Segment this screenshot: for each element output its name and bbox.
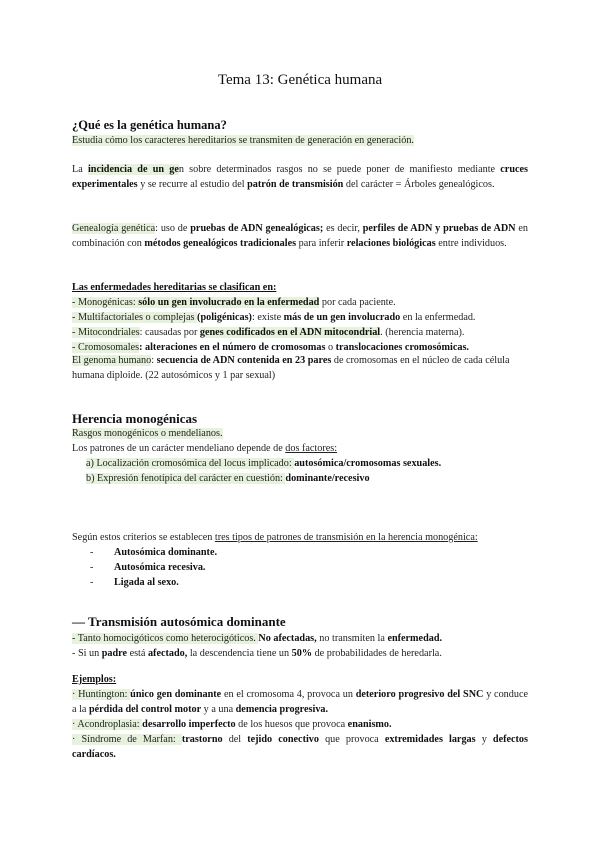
list-item: - Monogénicas: sólo un gen involucrado en la enfermedad por cada paciente. bbox=[72, 297, 396, 308]
section-heading: Herencia monogénicas bbox=[72, 411, 198, 426]
paragraph-genome: El genoma humano: secuencia de ADN contenida en 23 pares de cromosomas en el núcleo de cada célula humana diploide. (22 autosómicos y 1 par sexual) bbox=[72, 355, 510, 381]
paragraph: Rasgos monogénicos o mendelianos. bbox=[72, 428, 223, 439]
paragraph-genealogy: Genealogía genética: uso de pruebas de ADN genealógicas; es decir, perfiles de ADN y pruebas de ADN en combinación con métodos genealógicos tradicionales para inferir relaciones biológicas entre individuos. bbox=[72, 223, 528, 249]
list-item: b) Expresión fenotípica del carácter en cuestión: dominante/recesivo bbox=[86, 473, 370, 484]
list-heading: Las enfermedades hereditarias se clasifican en: bbox=[72, 282, 277, 293]
list-item: · Acondroplasia: desarrollo imperfecto de los huesos que provoca enanismo. bbox=[72, 719, 392, 730]
list-item: - Cromosomales: alteraciones en el número de cromosomas o translocaciones cromosómicas. bbox=[72, 342, 469, 353]
paragraph: Estudia cómo los caracteres hereditarios se transmiten de generación en generación. bbox=[72, 135, 414, 146]
list-item: · Síndrome de Marfan: trastorno del tejido conectivo que provoca extremidades largas y defectos cardíacos. bbox=[72, 734, 528, 760]
list-item: - Autosómica dominante. bbox=[90, 547, 218, 558]
paragraph: Según estos criterios se establecen tres tipos de patrones de transmisión en la herencia monogénica: bbox=[72, 532, 478, 543]
list-item: - Si un padre está afectado, la descendencia tiene un 50% de probabilidades de heredarla. bbox=[72, 648, 442, 659]
list-item: - Multifactoriales o complejas (poligénicas): existe más de un gen involucrado en la enfermedad. bbox=[72, 312, 476, 323]
page-title: Tema 13: Genética humana bbox=[217, 72, 383, 88]
section-autosomal-dominant bbox=[72, 614, 528, 661]
list-item: - Mitocondriales: causadas por genes codificados en el ADN mitocondrial. (herencia materna). bbox=[72, 327, 465, 338]
paragraph: Los patrones de un carácter mendeliano depende de dos factores: bbox=[72, 443, 338, 454]
section-what-is bbox=[72, 118, 528, 148]
section-heading: ¿Qué es la genética humana? bbox=[72, 118, 227, 132]
section-monogenic bbox=[72, 411, 528, 486]
list-item: - Tanto homocigóticos como heterocigóticos. No afectadas, no transmiten la enfermedad. bbox=[72, 633, 443, 644]
list-item: - Ligada al sexo. bbox=[90, 577, 179, 588]
list-item: a) Localización cromosómica del locus implicado: autosómica/cromosomas sexuales. bbox=[86, 458, 442, 469]
examples-heading: Ejemplos: bbox=[72, 674, 117, 685]
paragraph-incidence: La incidencia de un gen sobre determinados rasgos no se puede poner de manifiesto mediante cruces experimentales y se recurre al estudio del patrón de transmisión del carácter = Árboles genealógicos. bbox=[72, 164, 528, 190]
list-item: - Autosómica recesiva. bbox=[90, 562, 206, 573]
section-heading: — Transmisión autosómica dominante bbox=[72, 614, 286, 629]
list-hereditary-diseases bbox=[72, 280, 528, 355]
section-criteria bbox=[72, 530, 528, 590]
section-examples bbox=[72, 672, 528, 762]
list-item: · Huntington: único gen dominante en el cromosoma 4, provoca un deterioro progresivo del SNC y conduce a la pérdida del control motor y a una demencia progresiva. bbox=[72, 689, 528, 715]
